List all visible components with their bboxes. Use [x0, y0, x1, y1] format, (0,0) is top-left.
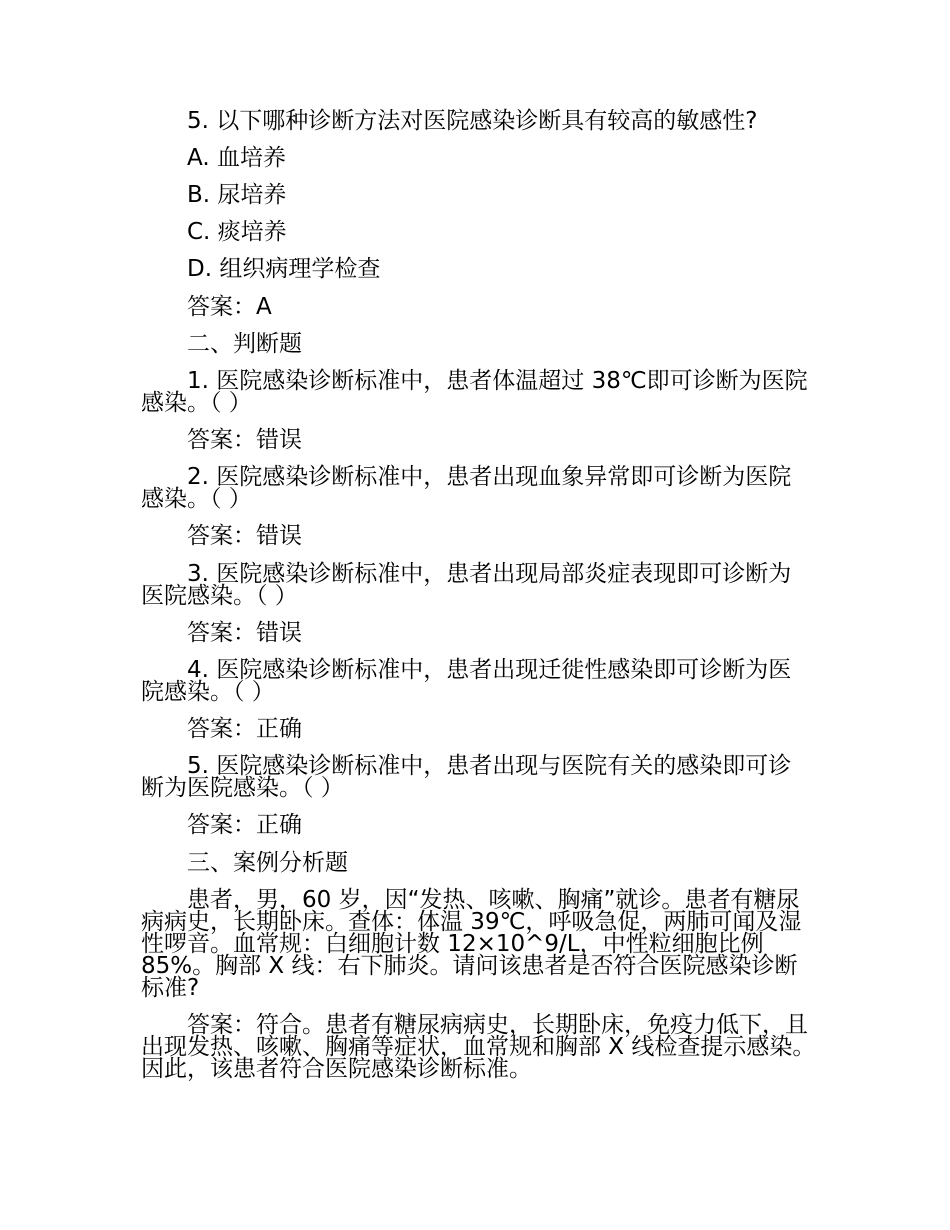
- answer-q5: 答案：A: [187, 294, 272, 320]
- tf-question-5: 5. 医院感染诊断标准中，患者出现与医院有关的感染即可诊断为医院感染。（ ）: [141, 753, 792, 801]
- tf-answer-1: 答案：错误: [187, 427, 302, 453]
- option-d: D. 组织病理学检查: [187, 256, 381, 282]
- section-heading-true-false: 二、判断题: [187, 331, 302, 357]
- tf-answer-5: 答案：正确: [187, 812, 302, 838]
- case-answer: 答案：符合。患者有糖尿病病史，长期卧床，免疫力低下，且出现发热、咳嗽、胸痛等症状，血常规和胸部 X 线检查提示感染。因此，该患者符合医院感染诊断标准。: [141, 1012, 816, 1082]
- tf-question-3: 3. 医院感染诊断标准中，患者出现局部炎症表现即可诊断为医院感染。（ ）: [141, 561, 792, 609]
- tf-question-4: 4. 医院感染诊断标准中，患者出现迁徙性感染即可诊断为医院感染。（ ）: [141, 657, 792, 705]
- section-heading-case-analysis: 三、案例分析题: [187, 850, 348, 876]
- tf-question-1: 1. 医院感染诊断标准中，患者体温超过 38℃即可诊断为医院感染。（ ）: [141, 368, 808, 416]
- option-a: A. 血培养: [187, 145, 286, 171]
- tf-answer-4: 答案：正确: [187, 716, 302, 742]
- question-5-text: 5. 以下哪种诊断方法对医院感染诊断具有较高的敏感性?: [187, 108, 758, 134]
- option-c: C. 痰培养: [187, 219, 287, 245]
- option-b: B. 尿培养: [187, 182, 287, 208]
- tf-question-2: 2. 医院感染诊断标准中，患者出现血象异常即可诊断为医院感染。（ ）: [141, 464, 792, 512]
- tf-answer-2: 答案：错误: [187, 523, 302, 549]
- tf-answer-3: 答案：错误: [187, 620, 302, 646]
- case-description: 患者，男，60 岁，因“发热、咳嗽、胸痛”就诊。患者有糖尿病病史，长期卧床。查体：体温 39℃，呼吸急促，两肺可闻及湿性啰音。血常规：白细胞计数 12×10^9/L，中性粒细胞比例 85%。胸部 X 线：右下肺炎。请问该患者是否符合医院感染诊断标准?: [141, 887, 802, 1001]
